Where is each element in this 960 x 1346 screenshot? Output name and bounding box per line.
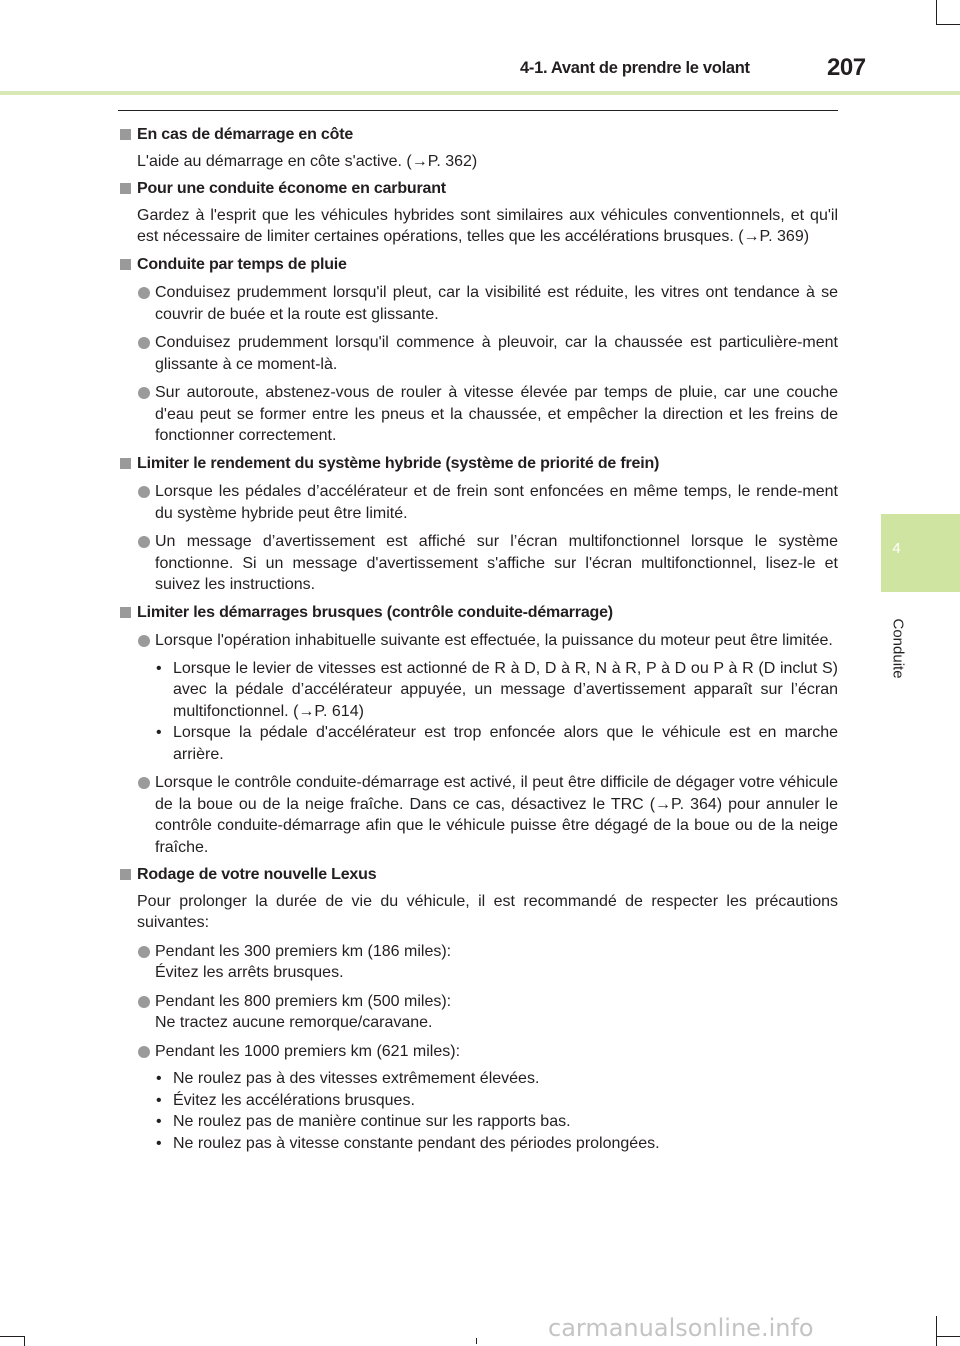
page-number: 207 [827,54,866,81]
section-heading: Pour une conduite économe en carburant [118,178,838,200]
crop-mark [936,24,960,25]
dot-bullet: • [156,724,162,741]
sub-list [118,658,838,766]
square-bullet-icon [120,129,131,140]
section-heading: Limiter le rendement du système hybride (système de priorité de frein) [118,453,838,475]
dot-bullet: • [156,1113,162,1130]
circle-bullet-icon [138,387,150,399]
section-heading: Rodage de votre nouvelle Lexus [118,864,838,886]
circle-bullet-icon [138,1046,150,1058]
section-heading: Conduite par temps de pluie [118,254,838,276]
list-item: Conduisez prudemment lorsqu'il commence à pleuvoir, car la chaussée est particulière-ment glissante à ce moment-là. [118,332,838,375]
chapter-tab[interactable] [881,514,960,592]
running-title: 4-1. Avant de prendre le volant [520,59,750,77]
dot-bullet: • [156,1134,162,1152]
paragraph: Gardez à l'esprit que les véhicules hybrides sont similaires aux véhicules conventionnels, et qu'il est nécessaire de limiter certaines opérations, telles que les accélérations brusques. (→P. 369) [137,206,838,245]
sub-list-item: • Lorsque la pédale d'accélérateur est trop enfoncée alors que le véhicule est en marche arrière. [156,724,838,763]
square-bullet-icon [120,869,131,880]
sub-list-item: • Lorsque le levier de vitesses est actionné de R à D, D à R, N à R, P à D ou P à R (D inclut S) avec la pédale d’accélérateur appuyée, un message d’avertissement apparaît sur l’écran multifonctionnel. (→P. 614) [156,659,838,720]
crop-mark [0,1336,24,1337]
list-item: Conduisez prudemment lorsqu'il pleut, car la visibilité est réduite, les vitres ont tendance à se couvrir de buée et la route est glissante. [118,282,838,325]
circle-bullet-icon [138,486,150,498]
list-item: Pendant les 800 premiers km (500 miles): Ne tractez aucune remorque/caravane. [118,991,838,1034]
list-item: Pendant les 300 premiers km (186 miles): Évitez les arrêts brusques. [118,941,838,984]
list-item: Lorsque l'opération inhabituelle suivante est effectuée, la puissance du moteur peut être limitée. [118,630,838,652]
sub-list-item: • Ne roulez pas de manière continue sur les rapports bas. [118,1111,838,1133]
page-content [118,124,838,1154]
list-item: Un message d’avertissement est affiché sur l’écran multifonctionnel lorsque le système fonctionne. Si un message d'avertissement s'affiche sur l'écran multifonctionnel, lisez-le et suivez les instructions. [118,531,838,596]
paragraph: Pour prolonger la durée de vie du véhicule, il est recommandé de respecter les précautions suivantes: [137,892,838,931]
chapter-label: Conduite [889,618,907,679]
square-bullet-icon [120,607,131,618]
square-bullet-icon [120,458,131,469]
chapter-number: 4 [892,540,901,557]
crop-mark [936,1336,960,1337]
square-bullet-icon [120,183,131,194]
list-item: Lorsque le contrôle conduite-démarrage est activé, il peut être difficile de dégager votre véhicule de la boue ou de la neige fraîche. Dans ce cas, désactivez le TRC (→P. 364) pour annuler le contrôle conduite-démarrage afin que le véhicule puisse être dégagé de la boue ou de la neige fraîche. [118,772,838,858]
circle-bullet-icon [138,536,150,548]
center-mark [476,1338,477,1344]
circle-bullet-icon [138,337,150,349]
circle-bullet-icon [138,996,150,1008]
content-rule [118,110,838,111]
crop-mark [936,0,937,24]
dot-bullet: • [156,1091,162,1109]
list-item: Sur autoroute, abstenez-vous de rouler à vitesse élevée par temps de pluie, car une couche d'eau peut se former entre les pneus et la chaussée, et empêcher la direction et les freins de fonctionner correctement. [118,382,838,447]
square-bullet-icon [120,259,131,270]
sub-list [118,1068,838,1154]
circle-bullet-icon [138,946,150,958]
dot-bullet: • [156,659,162,677]
crop-mark [936,1316,937,1346]
watermark: carmanualsonline.info [548,1314,814,1342]
section-heading: Limiter les démarrages brusques (contrôle conduite-démarrage) [118,602,838,624]
header-line [0,91,960,95]
circle-bullet-icon [138,287,150,299]
circle-bullet-icon [138,777,150,789]
section-heading: En cas de démarrage en côte [118,124,838,146]
paragraph: L'aide au démarrage en côte s'active. (→P. 362) [137,152,478,170]
list-item: Pendant les 1000 premiers km (621 miles): [118,1041,838,1063]
sub-list-item: • Ne roulez pas à des vitesses extrêmement élevées. [118,1068,838,1090]
sub-list-item: • Ne roulez pas à vitesse constante pendant des périodes prolongées. [118,1133,838,1155]
sub-list-item: • Évitez les accélérations brusques. [118,1090,838,1112]
dot-bullet: • [156,1070,162,1087]
circle-bullet-icon [138,635,150,647]
list-item: Lorsque les pédales d’accélérateur et de frein sont enfoncées en même temps, le rende-ment du système hybride peut être limité. [118,481,838,524]
crop-mark [24,1336,25,1346]
